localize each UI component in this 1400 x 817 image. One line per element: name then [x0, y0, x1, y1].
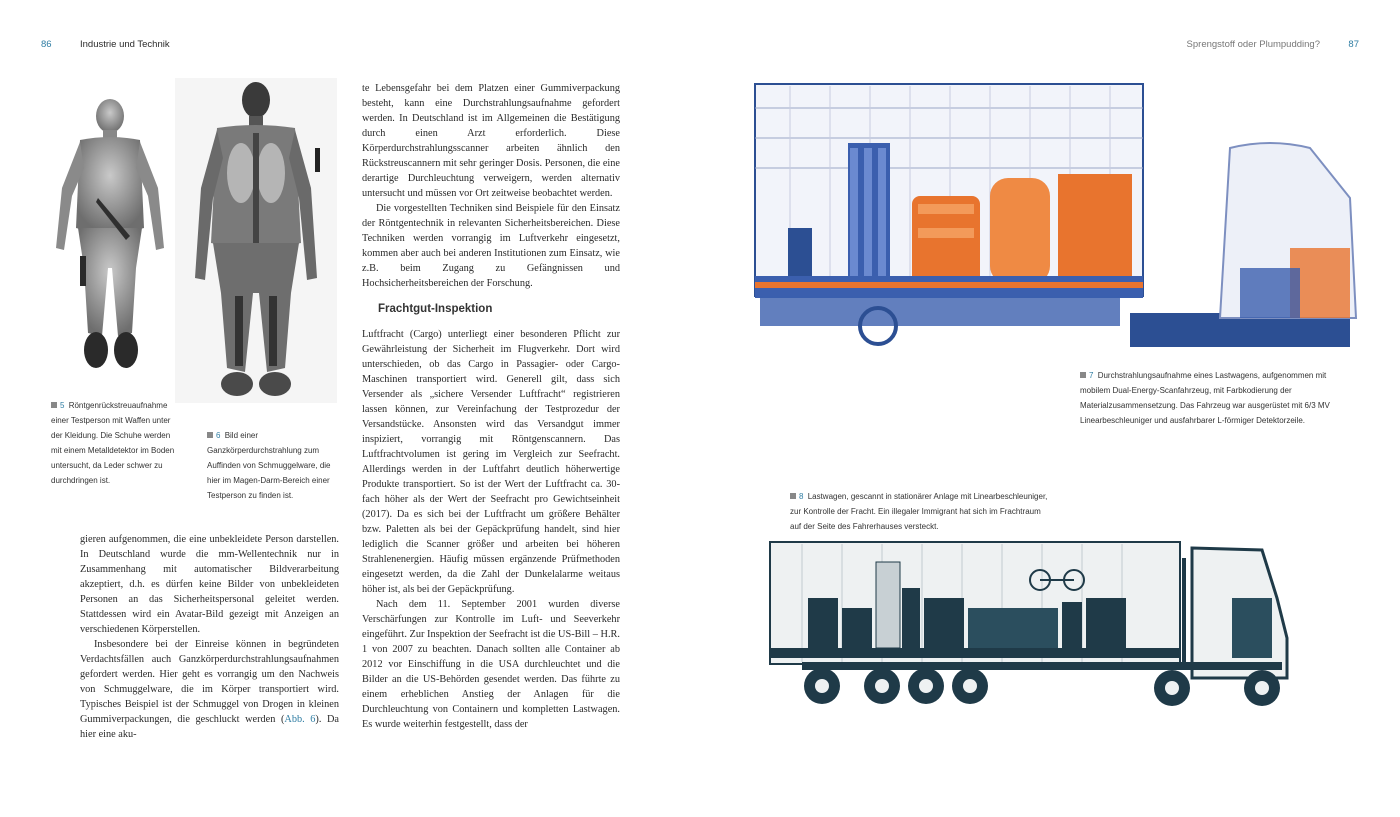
transmission-body-illustration: [175, 78, 337, 403]
figure-6-caption-text: Bild einer Ganzkörperdurchstrahlung zum Auffinden von Schmuggelware, die hier im Magen-Darm-Bereich einer Testperson zu finden ist.: [207, 431, 331, 500]
paragraph: Die vorgestellten Techniken sind Beispiele für den Einsatz der Röntgentechnik in relevanten Sicherheitsbereichen. Diese Techniken werden vorrangig im Luftverkehr eingesetzt, kommen aber auch bei anderen Institutionen zum Einsatz, wie z.B. beim Zugang zu Gefängnissen und Hochsicherheitsbereichen der Forschung.: [362, 203, 620, 289]
figure-8-image: [762, 538, 1294, 712]
figure-6-caption: [207, 428, 345, 503]
square-marker-icon: [51, 402, 57, 408]
figure-8-caption: [790, 489, 1050, 534]
stationary-truck-scan: [762, 538, 1294, 712]
figure-6-number: 6: [216, 431, 221, 440]
figure-5-image: [50, 78, 170, 378]
right-page-number: 87: [1348, 39, 1359, 50]
paragraph-text: Insbesondere bei der Einreise können in begründeten Verdachtsfällen auch Ganzkörperdurchstrahlungsaufnahmen gefordert werden. Hier geht es vorrangig um den Nachweis von Schmuggelware, die im Körper transportiert wird. Typisches Beispiel ist der Schmuggel von Drogen in kleinen Gummiverpackungen, die geschluckt werden (: [80, 639, 339, 725]
dual-energy-truck-scan: [750, 78, 1360, 350]
figure-8-caption-text: Lastwagen, gescannt in stationärer Anlage mit Linearbeschleuniger, zur Kontrolle der Fracht. Ein illegaler Immigrant hat sich im Frachtraum auf der Seite des Fahrerhauses versteckt.: [790, 492, 1048, 531]
figure-6-image: [175, 78, 337, 403]
right-running-title: Sprengstoff oder Plumpudding?: [1186, 39, 1320, 50]
paragraph-text: ). Da hier eine aku-: [80, 714, 339, 740]
square-marker-icon: [207, 432, 213, 438]
figure-5-caption-text: Röntgenrückstreuaufnahme einer Testperson mit Waffen unter der Kleidung. Die Schuhe werden mit einem Metalldetektor im Boden untersucht, da Leder schwer zu durchdringen ist.: [51, 401, 175, 485]
paragraph: Luftfracht (Cargo) unterliegt einer besonderen Pflicht zur Gewährleistung der Sicherheit im Flugverkehr. Dort wird unterschieden, ob das Cargo in Passagier- oder Cargo-Maschinen transportiert wird. Generell gilt, dass sich Versender als „sichere Versender Luftfracht“ registrieren lassen können, zur Vereinfachung der Testprozedur der Versandstücke. Ansonsten wird das Versandgut immer inspiziert, vorrangig mit Röntgenscannern. Das Luftfrachtvolumen ist gering im Vergleich zur Seefracht. Allerdings werden in der Luftfahrt deutlich höherwertige Produkte transportiert. So ist der Wert der Luftfracht ca. 30-fach höher als der Wert der Seefracht pro Gewichtseinheit (2017). Da es sich bei der Luftfracht um größere Behälter bzw. Paletten als bei der Gepäckprüfung handelt, sind hier lediglich die Scanner größer und arbeiten bei höheren Strahlenenergien. Häufig müssen ergänzende Prüfmethoden eingesetzt werden, da die Zahl der Dunkelalarme weitaus höher ist, als bei der Gepäckprüfung.: [362, 329, 620, 595]
square-marker-icon: [790, 493, 796, 499]
figure-reference-link[interactable]: Abb. 6: [284, 714, 316, 725]
figure-7-number: 7: [1089, 371, 1094, 380]
square-marker-icon: [1080, 372, 1086, 378]
backscatter-body-illustration: [50, 78, 170, 378]
figure-5-caption: [51, 398, 179, 488]
figure-7-image: [750, 78, 1360, 350]
paragraph: gieren aufgenommen, die eine unbekleidete Person darstellen. In Deutschland wurde die mm-Wellentechnik nur in Zusammenhang mit automatischer Bildverarbeitung akzeptiert, d.h. es dürfen keine Bilder von unbekleideten Personen an das Sicherheitspersonal geleitet werden. Stattdessen wird ein Avatar-Bild gezeigt mit Anzeigen an verschiedenen Körperstellen.: [80, 534, 339, 635]
middle-column-text: [362, 81, 620, 732]
figure-8-number: 8: [799, 492, 804, 501]
figure-7-caption-text: Durchstrahlungsaufnahme eines Lastwagens, aufgenommen mit mobilem Dual-Energy-Scanfahrzeug, mit Farbkodierung der Materialzusammensetzung. Das Fahrzeug war ausgerüstet mit 6/3 MV Linearbeschleuniger und ausfahrbarer L-förmiger Detektorzeile.: [1080, 371, 1330, 425]
paragraph: te Lebensgefahr bei dem Platzen einer Gummiverpackung besteht, kann eine Durchstrahlungsaufnahme gefordert werden. In Deutschland ist im Allgemeinen die Bestätigung durch einen Arzt erforderlich. Diese Körperdurchstrahlungsscanner arbeiten ähnlich den Rückstreuscannern mit sehr geringer Dosis. Personen, die eine derartige Durchleuchtung verweigern, werden alternativ untersucht und müssen vor Ort zeitweise beobachtet werden.: [362, 83, 620, 199]
left-column-text: [80, 532, 339, 742]
paragraph: [80, 637, 339, 742]
section-heading: Frachtgut-Inspektion: [378, 303, 493, 315]
left-page-number: 86: [41, 39, 52, 50]
figure-7-caption: [1080, 368, 1335, 428]
left-running-title: Industrie und Technik: [80, 39, 170, 50]
paragraph: Nach dem 11. September 2001 wurden diverse Verschärfungen zur Kontrolle im Luft- und Seeverkehr eingeführt. Zur Inspektion der Seefracht ist die US-Bill – H.R. 1 von 2007 zu beachten. Danach sollten alle Container ab 2012 vor Einschiffung in die USA durchleuchtet und die Bilder an die US-Behörden gesendet werden. Das führte zu einem erheblichen Anstieg der Anlagen für die Durchleuchtung von Containern und kompletten Lastwagen. Es wurde weiterhin festgestellt, dass der: [362, 599, 620, 730]
figure-5-number: 5: [60, 401, 65, 410]
